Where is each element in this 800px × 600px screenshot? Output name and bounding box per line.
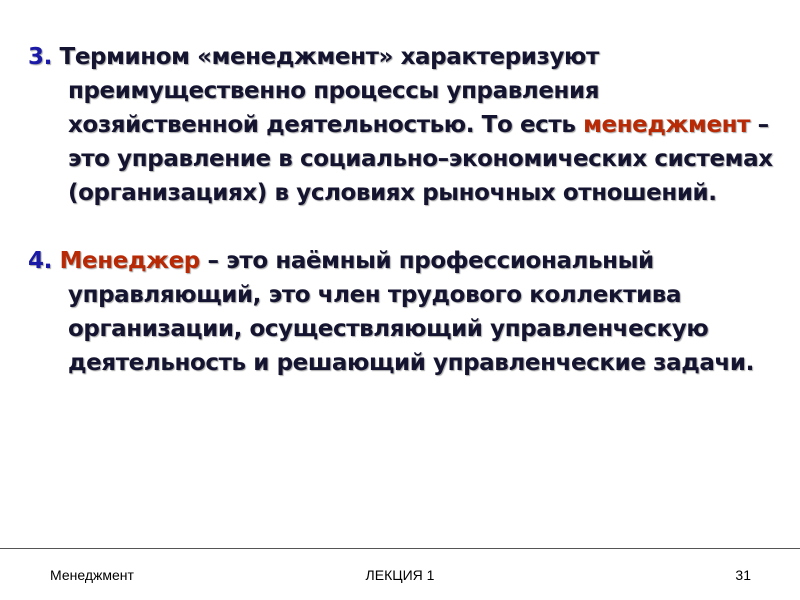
footer-page-number: 31 bbox=[735, 567, 751, 583]
footer-divider bbox=[0, 548, 800, 549]
paragraph-text: – это наёмный профессиональный управляющий, это член трудового коллектива организации, осуществляющий управленческую деятельность и решающий управленческие задачи. bbox=[68, 248, 754, 376]
paragraph-text bbox=[52, 248, 60, 274]
paragraph-3 bbox=[28, 40, 788, 210]
paragraph-number: 3. bbox=[28, 44, 52, 70]
paragraph-4 bbox=[28, 244, 788, 380]
paragraph-text: – это управление в социально–экономических системах (организациях) в условиях рыночных отношений. bbox=[68, 112, 773, 206]
paragraph-number: 4. bbox=[28, 248, 52, 274]
footer-lecture-label: ЛЕКЦИЯ 1 bbox=[365, 567, 435, 583]
footer-course-title: Менеджмент bbox=[50, 567, 134, 583]
slide-body bbox=[28, 40, 788, 380]
highlighted-term: менеджмент bbox=[583, 112, 751, 138]
highlighted-term: Менеджер bbox=[59, 248, 200, 274]
paragraph-text: Термином «менеджмент» характеризуют преимущественно процессы управления хозяйственной деятельностью. То есть bbox=[51, 44, 600, 138]
